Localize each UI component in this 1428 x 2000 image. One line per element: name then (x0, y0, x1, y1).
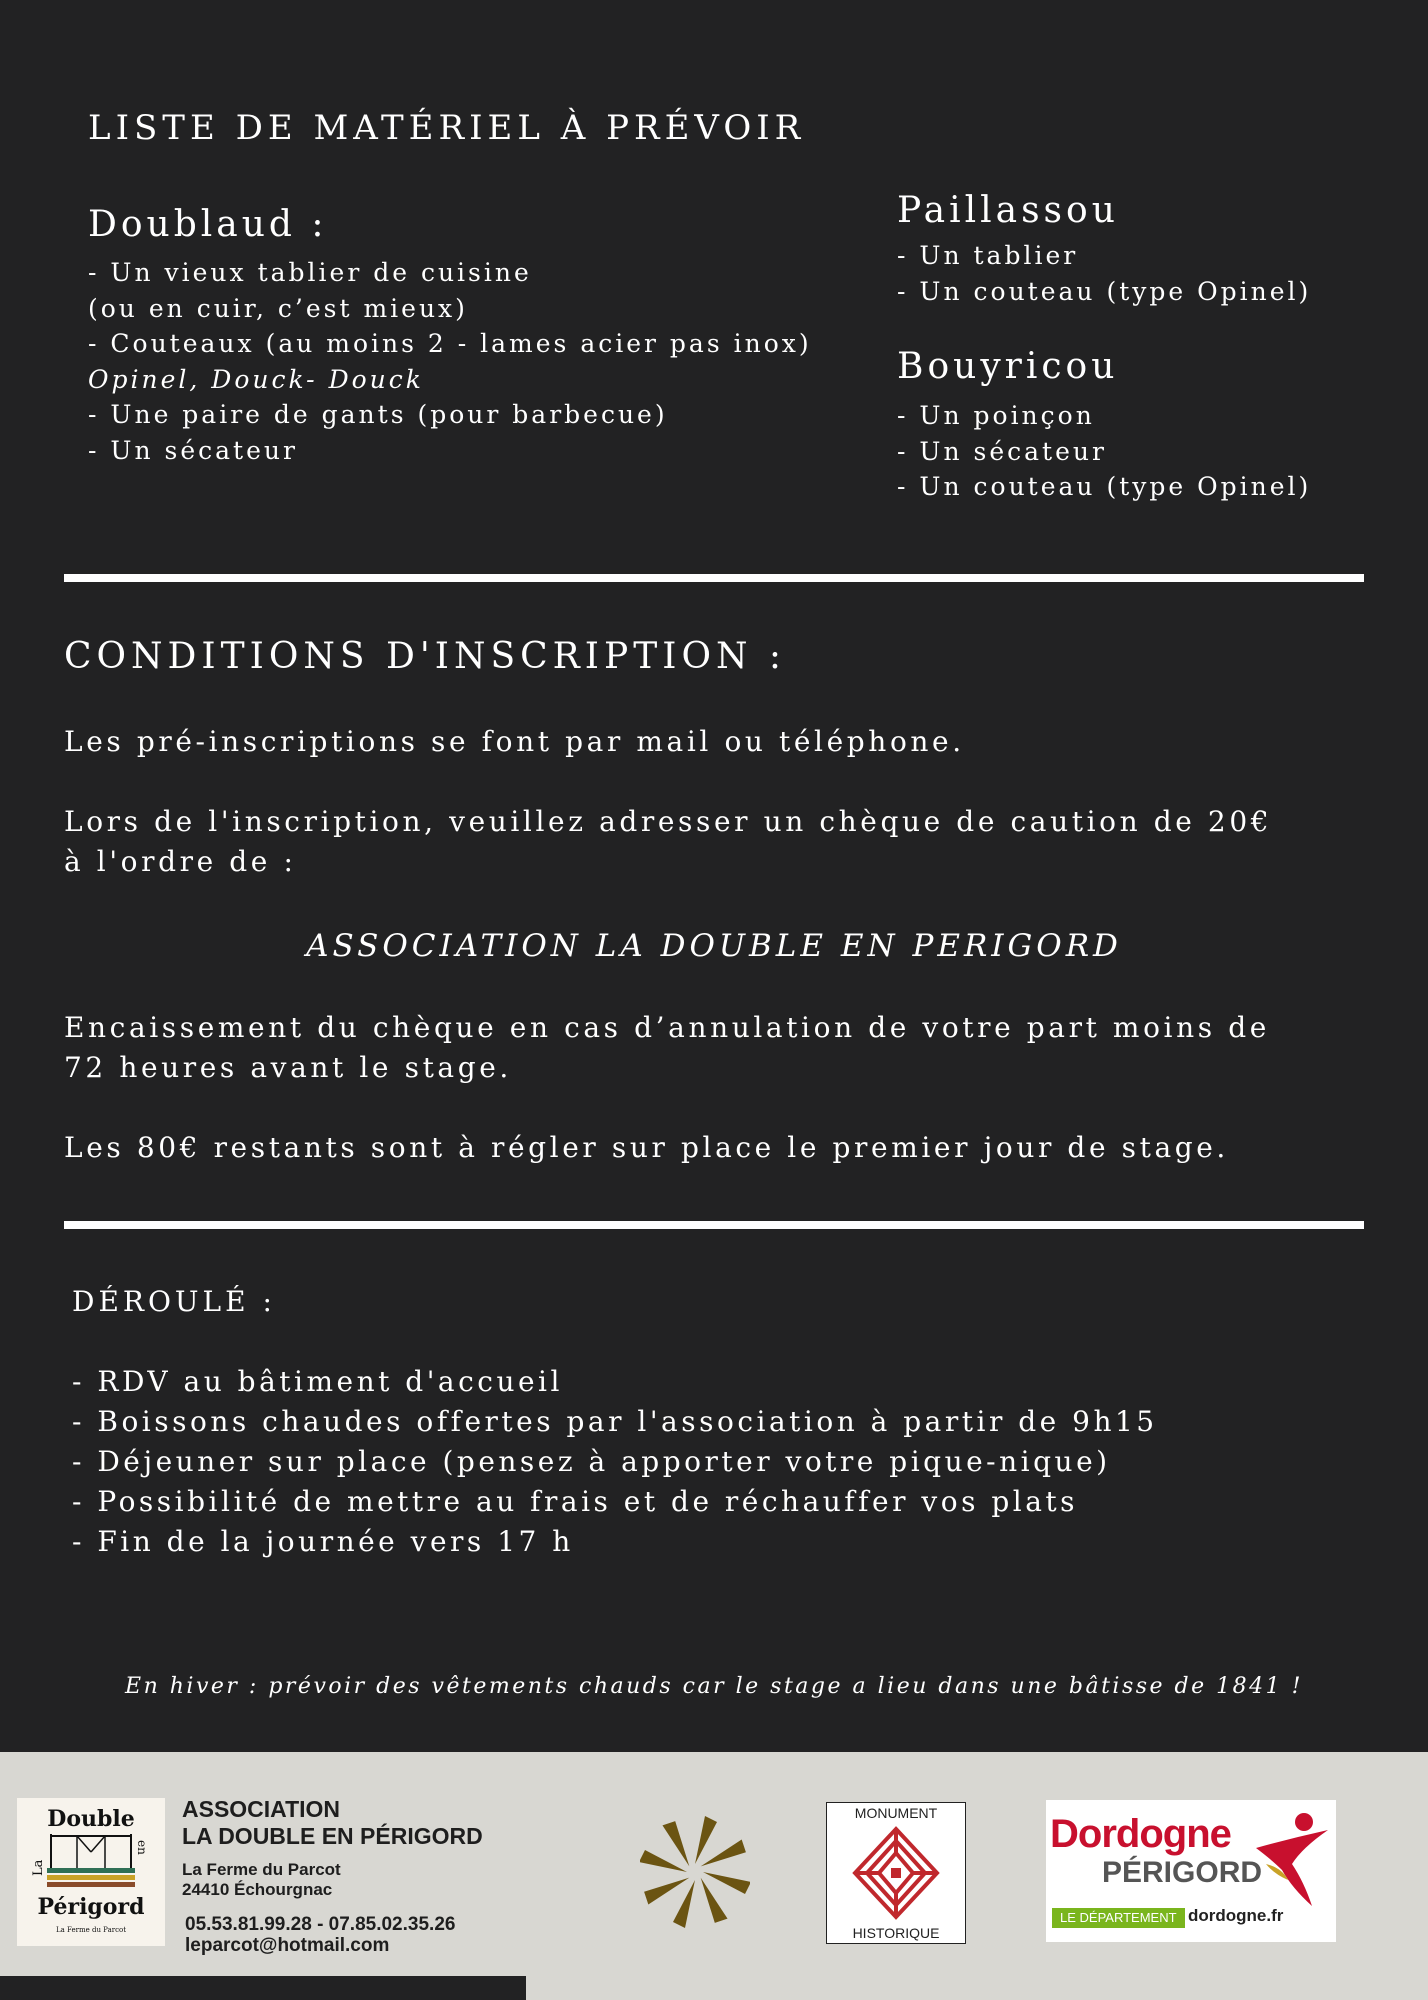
doublaud-title: Doublaud : (88, 204, 328, 245)
double-perigord-logo (17, 1798, 165, 1946)
logo-text: dordogne.fr (1188, 1906, 1284, 1925)
monument-historique-logo (826, 1802, 966, 1944)
text-line: 72 heures avant le stage. (64, 1051, 512, 1084)
list-item: - Un sécateur (897, 436, 1107, 466)
address-line: 24410 Échourgnac (182, 1880, 333, 1899)
dordogne-perigord-logo (1046, 1800, 1336, 1942)
list-item: - RDV au bâtiment d'accueil (72, 1365, 563, 1398)
bouyricou-list (897, 398, 1311, 505)
list-item: Opinel, Douck- Douck (88, 364, 424, 394)
divider-2 (64, 1221, 1364, 1229)
conditions-p4: Les 80€ restants sont à régler sur place le premier jour de stage. (64, 1131, 1229, 1164)
paillassou-list (897, 238, 1311, 309)
logo-text: LE DÉPARTEMENT (1052, 1908, 1185, 1928)
association-contact (182, 1796, 483, 1956)
list-item: - Un couteau (type Opinel) (897, 472, 1312, 501)
list-item: - Un vieux tablier de cuisine (88, 258, 532, 287)
logo-caption: La Ferme du Parcot (55, 1926, 127, 1934)
phone: 05.53.81.99.28 - 07.85.02.35.26 (185, 1914, 456, 1935)
list-item: - Un tablier (897, 241, 1079, 270)
text-line: Lors de l'inscription, veuillez adresser un chèque de caution de 20€ (64, 805, 1273, 838)
association-name: ASSOCIATION LA DOUBLE EN PERIGORD (306, 928, 1122, 964)
list-item: - Couteaux (au moins 2 - lames acier pas inox) (88, 329, 812, 358)
assoc-name-line: ASSOCIATION (182, 1796, 341, 1822)
logo-text: MONUMENT (854, 1805, 938, 1821)
sun-logo-icon (640, 1812, 750, 1932)
address-line: La Ferme du Parcot (182, 1860, 341, 1879)
conditions-p3 (64, 1008, 1270, 1088)
list-item: - Une paire de gants (pour barbecue) (88, 400, 668, 429)
list-item: (ou en cuir, c’est mieux) (88, 293, 468, 323)
logo-text: Périgord (37, 1894, 145, 1920)
logo-text: Double (47, 1806, 135, 1832)
list-item: - Un couteau (type Opinel) (897, 276, 1312, 306)
doublaud-list (88, 255, 812, 468)
farm-building-icon (47, 1834, 135, 1890)
list-item: - Boissons chaudes offertes par l'association à partir de 9h15 (72, 1405, 1158, 1438)
list-item: - Fin de la journée vers 17 h (72, 1525, 574, 1558)
logo-text: HISTORIQUE (852, 1925, 940, 1941)
list-item: - Un sécateur (88, 435, 298, 465)
list-item: - Déjeuner sur place (pensez à apporter votre pique-nique) (72, 1445, 1111, 1478)
list-item: - Un poinçon (897, 401, 1095, 430)
deroule-list (72, 1362, 1158, 1562)
conditions-p2 (64, 802, 1272, 882)
footer (0, 1752, 1428, 2000)
conditions-title: CONDITIONS D'INSCRIPTION : (64, 636, 787, 677)
footer-bar (0, 1976, 526, 2000)
winter-note: En hiver : prévoir des vêtements chauds car le stage a lieu dans une bâtisse de 1841 ! (125, 1674, 1303, 1699)
deroule-title: DÉROULÉ : (72, 1285, 276, 1318)
figure-swoosh-icon (1252, 1808, 1332, 1912)
text-line: à l'ordre de : (64, 845, 297, 878)
logo-text: en (135, 1840, 149, 1855)
list-item: - Possibilité de mettre au frais et de réchauffer vos plats (72, 1485, 1079, 1518)
materiel-title: LISTE DE MATÉRIEL À PRÉVOIR (88, 108, 806, 148)
logo-text: La (31, 1859, 46, 1876)
divider-1 (64, 574, 1364, 582)
logo-text: PÉRIGORD (1102, 1856, 1263, 1889)
logo-text: Dordogne (1050, 1812, 1231, 1856)
bouyricou-title: Bouyricou (897, 346, 1119, 387)
text-line: Encaissement du chèque en cas d’annulation de votre part moins de (64, 1011, 1270, 1044)
labyrinth-icon (851, 1825, 941, 1921)
conditions-p1: Les pré-inscriptions se font par mail ou téléphone. (64, 725, 965, 758)
assoc-name-line: LA DOUBLE EN PÉRIGORD (182, 1823, 483, 1849)
email: leparcot@hotmail.com (185, 1935, 390, 1956)
paillassou-title: Paillassou (897, 190, 1119, 231)
